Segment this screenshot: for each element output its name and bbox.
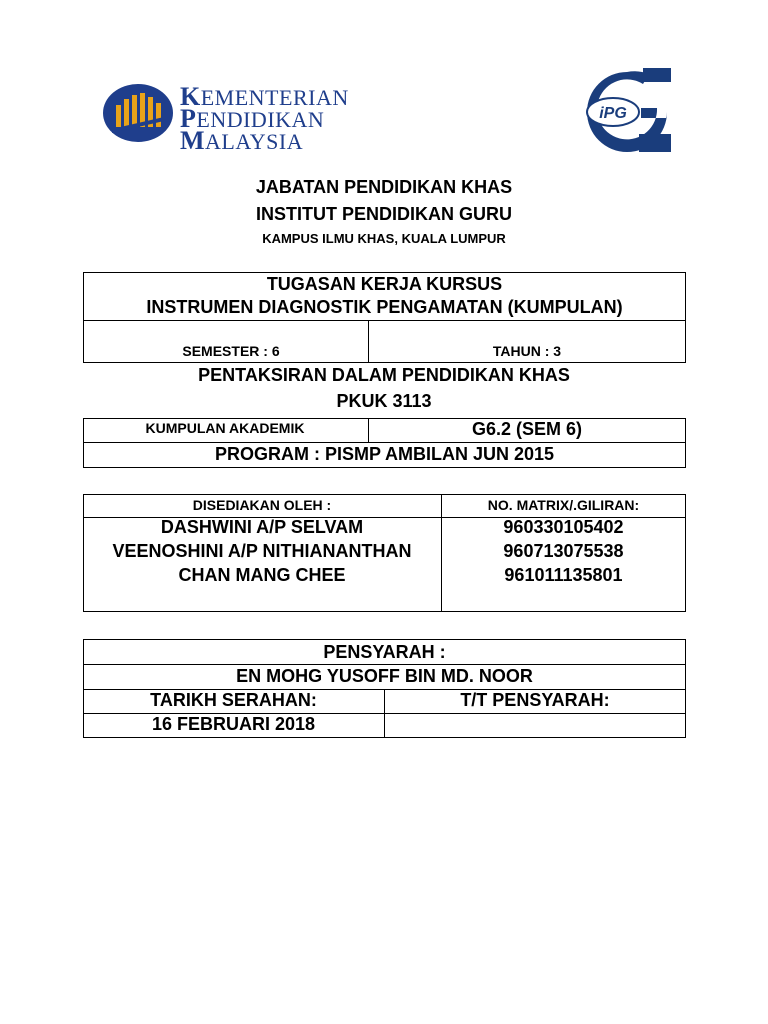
lecturer-name: EN MOHG YUSOFF BIN MD. NOOR	[236, 666, 533, 686]
lecturer-signature-label: T/T PENSYARAH:	[460, 690, 610, 710]
course-code: PKUK 3113	[336, 391, 432, 411]
prepared-by-header: DISEDIAKAN OLEH :	[192, 497, 332, 513]
group-label: KUMPULAN AKADEMIK	[145, 420, 305, 436]
program-label: PROGRAM : PISMP AMBILAN JUN 2015	[214, 444, 555, 464]
lecturer-label: PENSYARAH :	[323, 642, 446, 662]
institute-title: INSTITUT PENDIDIKAN GURU	[256, 204, 512, 224]
group-value: G6.2 (SEM 6)	[471, 419, 583, 439]
course-name: PENTAKSIRAN DALAM PENDIDIKAN KHAS	[198, 365, 570, 385]
matrix-header: NO. MATRIX/.GILIRAN:	[487, 497, 640, 513]
submission-date-label: TARIKH SERAHAN:	[150, 690, 317, 710]
lecturer-signature-field	[385, 714, 685, 737]
member-id: 960330105402	[503, 517, 624, 537]
task-title-2: INSTRUMEN DIAGNOSTIK PENGAMATAN (KUMPULAN)	[146, 297, 623, 317]
kpm-logo-text-line3: MALAYSIA	[180, 126, 304, 155]
member-id: 961011135801	[504, 565, 623, 585]
member-name: DASHWINI A/P SELVAM	[160, 517, 364, 537]
campus-title: KAMPUS ILMU KHAS, KUALA LUMPUR	[262, 231, 506, 246]
kpm-logo-text-line2: PENDIDIKAN	[180, 104, 325, 133]
tahun-label: TAHUN : 3	[492, 343, 562, 359]
ipg-logo	[583, 68, 671, 152]
kpm-emblem-logo	[102, 83, 174, 143]
semester-label: SEMESTER : 6	[182, 343, 280, 359]
department-title: JABATAN PENDIDIKAN KHAS	[255, 177, 513, 197]
member-name: CHAN MANG CHEE	[178, 565, 346, 585]
member-id: 960713075538	[503, 541, 624, 561]
member-name: VEENOSHINI A/P NITHIANANTHAN	[112, 541, 412, 561]
submission-date-value: 16 FEBRUARI 2018	[151, 714, 316, 734]
kpm-logo-text-line1: KEMENTERIAN	[180, 82, 349, 111]
ipg-logo-text: iPG	[599, 105, 627, 122]
task-title-1: TUGASAN KERJA KURSUS	[266, 274, 503, 294]
